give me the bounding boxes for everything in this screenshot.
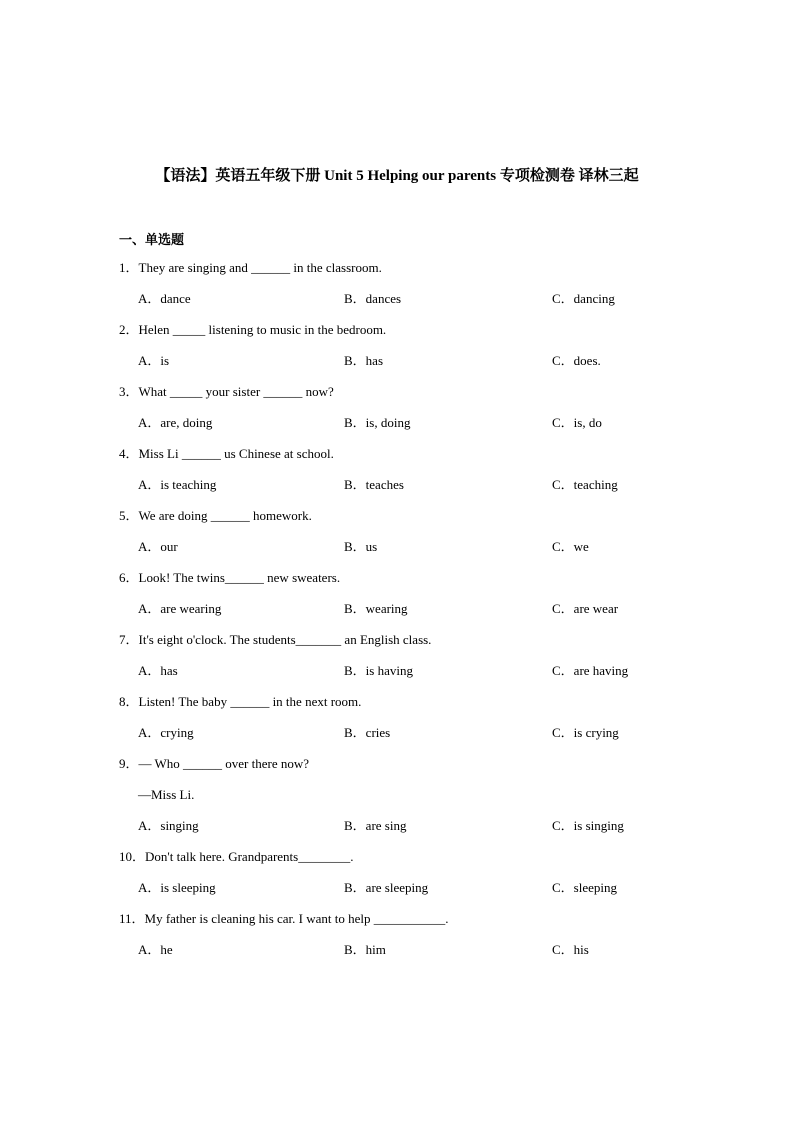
option-a: A．has — [138, 663, 178, 678]
option-b: B．us — [344, 539, 378, 554]
question-item — [119, 382, 679, 444]
question-options — [119, 599, 679, 630]
question-options — [119, 661, 679, 692]
question-item — [119, 630, 679, 692]
question-list — [119, 258, 679, 971]
question-item — [119, 754, 679, 847]
question-stem: 1．They are singing and ______ in the classroom. — [119, 260, 382, 275]
option-b: B．wearing — [344, 601, 408, 616]
question-item — [119, 847, 679, 909]
question-stem: 8．Listen! The baby ______ in the next room. — [119, 694, 362, 709]
option-c: C．is crying — [552, 725, 619, 740]
question-stem: 2．Helen _____ listening to music in the bedroom. — [119, 322, 387, 337]
option-b: B．are sing — [344, 818, 407, 833]
option-c: C．teaching — [552, 477, 618, 492]
question-options — [119, 940, 679, 971]
section-heading: 一、单选题 — [119, 232, 185, 247]
option-a: A．are, doing — [138, 415, 213, 430]
question-item — [119, 258, 679, 320]
option-a: A．is teaching — [138, 477, 217, 492]
question-stem: 4．Miss Li ______ us Chinese at school. — [119, 446, 334, 461]
option-c: C．dancing — [552, 291, 615, 306]
option-b: B．dances — [344, 291, 402, 306]
question-dialogue-reply: —Miss Li. — [138, 787, 195, 802]
option-b: B．is, doing — [344, 415, 411, 430]
question-item — [119, 444, 679, 506]
option-a: A．is sleeping — [138, 880, 216, 895]
question-options — [119, 878, 679, 909]
question-options — [119, 723, 679, 754]
question-stem: 7．It's eight o'clock. The students_______ an English class. — [119, 632, 432, 647]
option-c: C．does. — [552, 353, 601, 368]
question-stem: 6．Look! The twins______ new sweaters. — [119, 570, 341, 585]
question-item — [119, 506, 679, 568]
question-options — [119, 816, 679, 847]
option-b: B．cries — [344, 725, 391, 740]
option-c: C．we — [552, 539, 589, 554]
option-b: B．teaches — [344, 477, 404, 492]
option-a: A．he — [138, 942, 173, 957]
option-a: A．crying — [138, 725, 194, 740]
question-item — [119, 692, 679, 754]
option-c: C．is, do — [552, 415, 602, 430]
question-stem: 3．What _____ your sister ______ now? — [119, 384, 334, 399]
option-c: C．his — [552, 942, 589, 957]
question-stem: 9．— Who ______ over there now? — [119, 756, 310, 771]
document-title: 【语法】英语五年级下册 Unit 5 Helping our parents 专项检测卷 译林三起 — [155, 168, 639, 184]
option-b: B．has — [344, 353, 384, 368]
question-options — [119, 475, 679, 506]
option-c: C．are wear — [552, 601, 619, 616]
option-a: A．our — [138, 539, 178, 554]
question-stem: 11．My father is cleaning his car. I want to help ___________. — [119, 911, 449, 926]
option-a: A．singing — [138, 818, 199, 833]
option-c: C．are having — [552, 663, 629, 678]
option-c: C．sleeping — [552, 880, 617, 895]
option-b: B．is having — [344, 663, 413, 678]
option-c: C．is singing — [552, 818, 624, 833]
option-a: A．dance — [138, 291, 191, 306]
question-item — [119, 909, 679, 971]
question-stem: 10．Don't talk here. Grandparents________. — [119, 849, 354, 864]
question-item — [119, 568, 679, 630]
question-options — [119, 289, 679, 320]
option-b: B．him — [344, 942, 386, 957]
question-item — [119, 320, 679, 382]
question-options — [119, 537, 679, 568]
question-options — [119, 413, 679, 444]
option-a: A．is — [138, 353, 170, 368]
question-stem: 5．We are doing ______ homework. — [119, 508, 312, 523]
option-b: B．are sleeping — [344, 880, 429, 895]
question-options — [119, 351, 679, 382]
option-a: A．are wearing — [138, 601, 222, 616]
